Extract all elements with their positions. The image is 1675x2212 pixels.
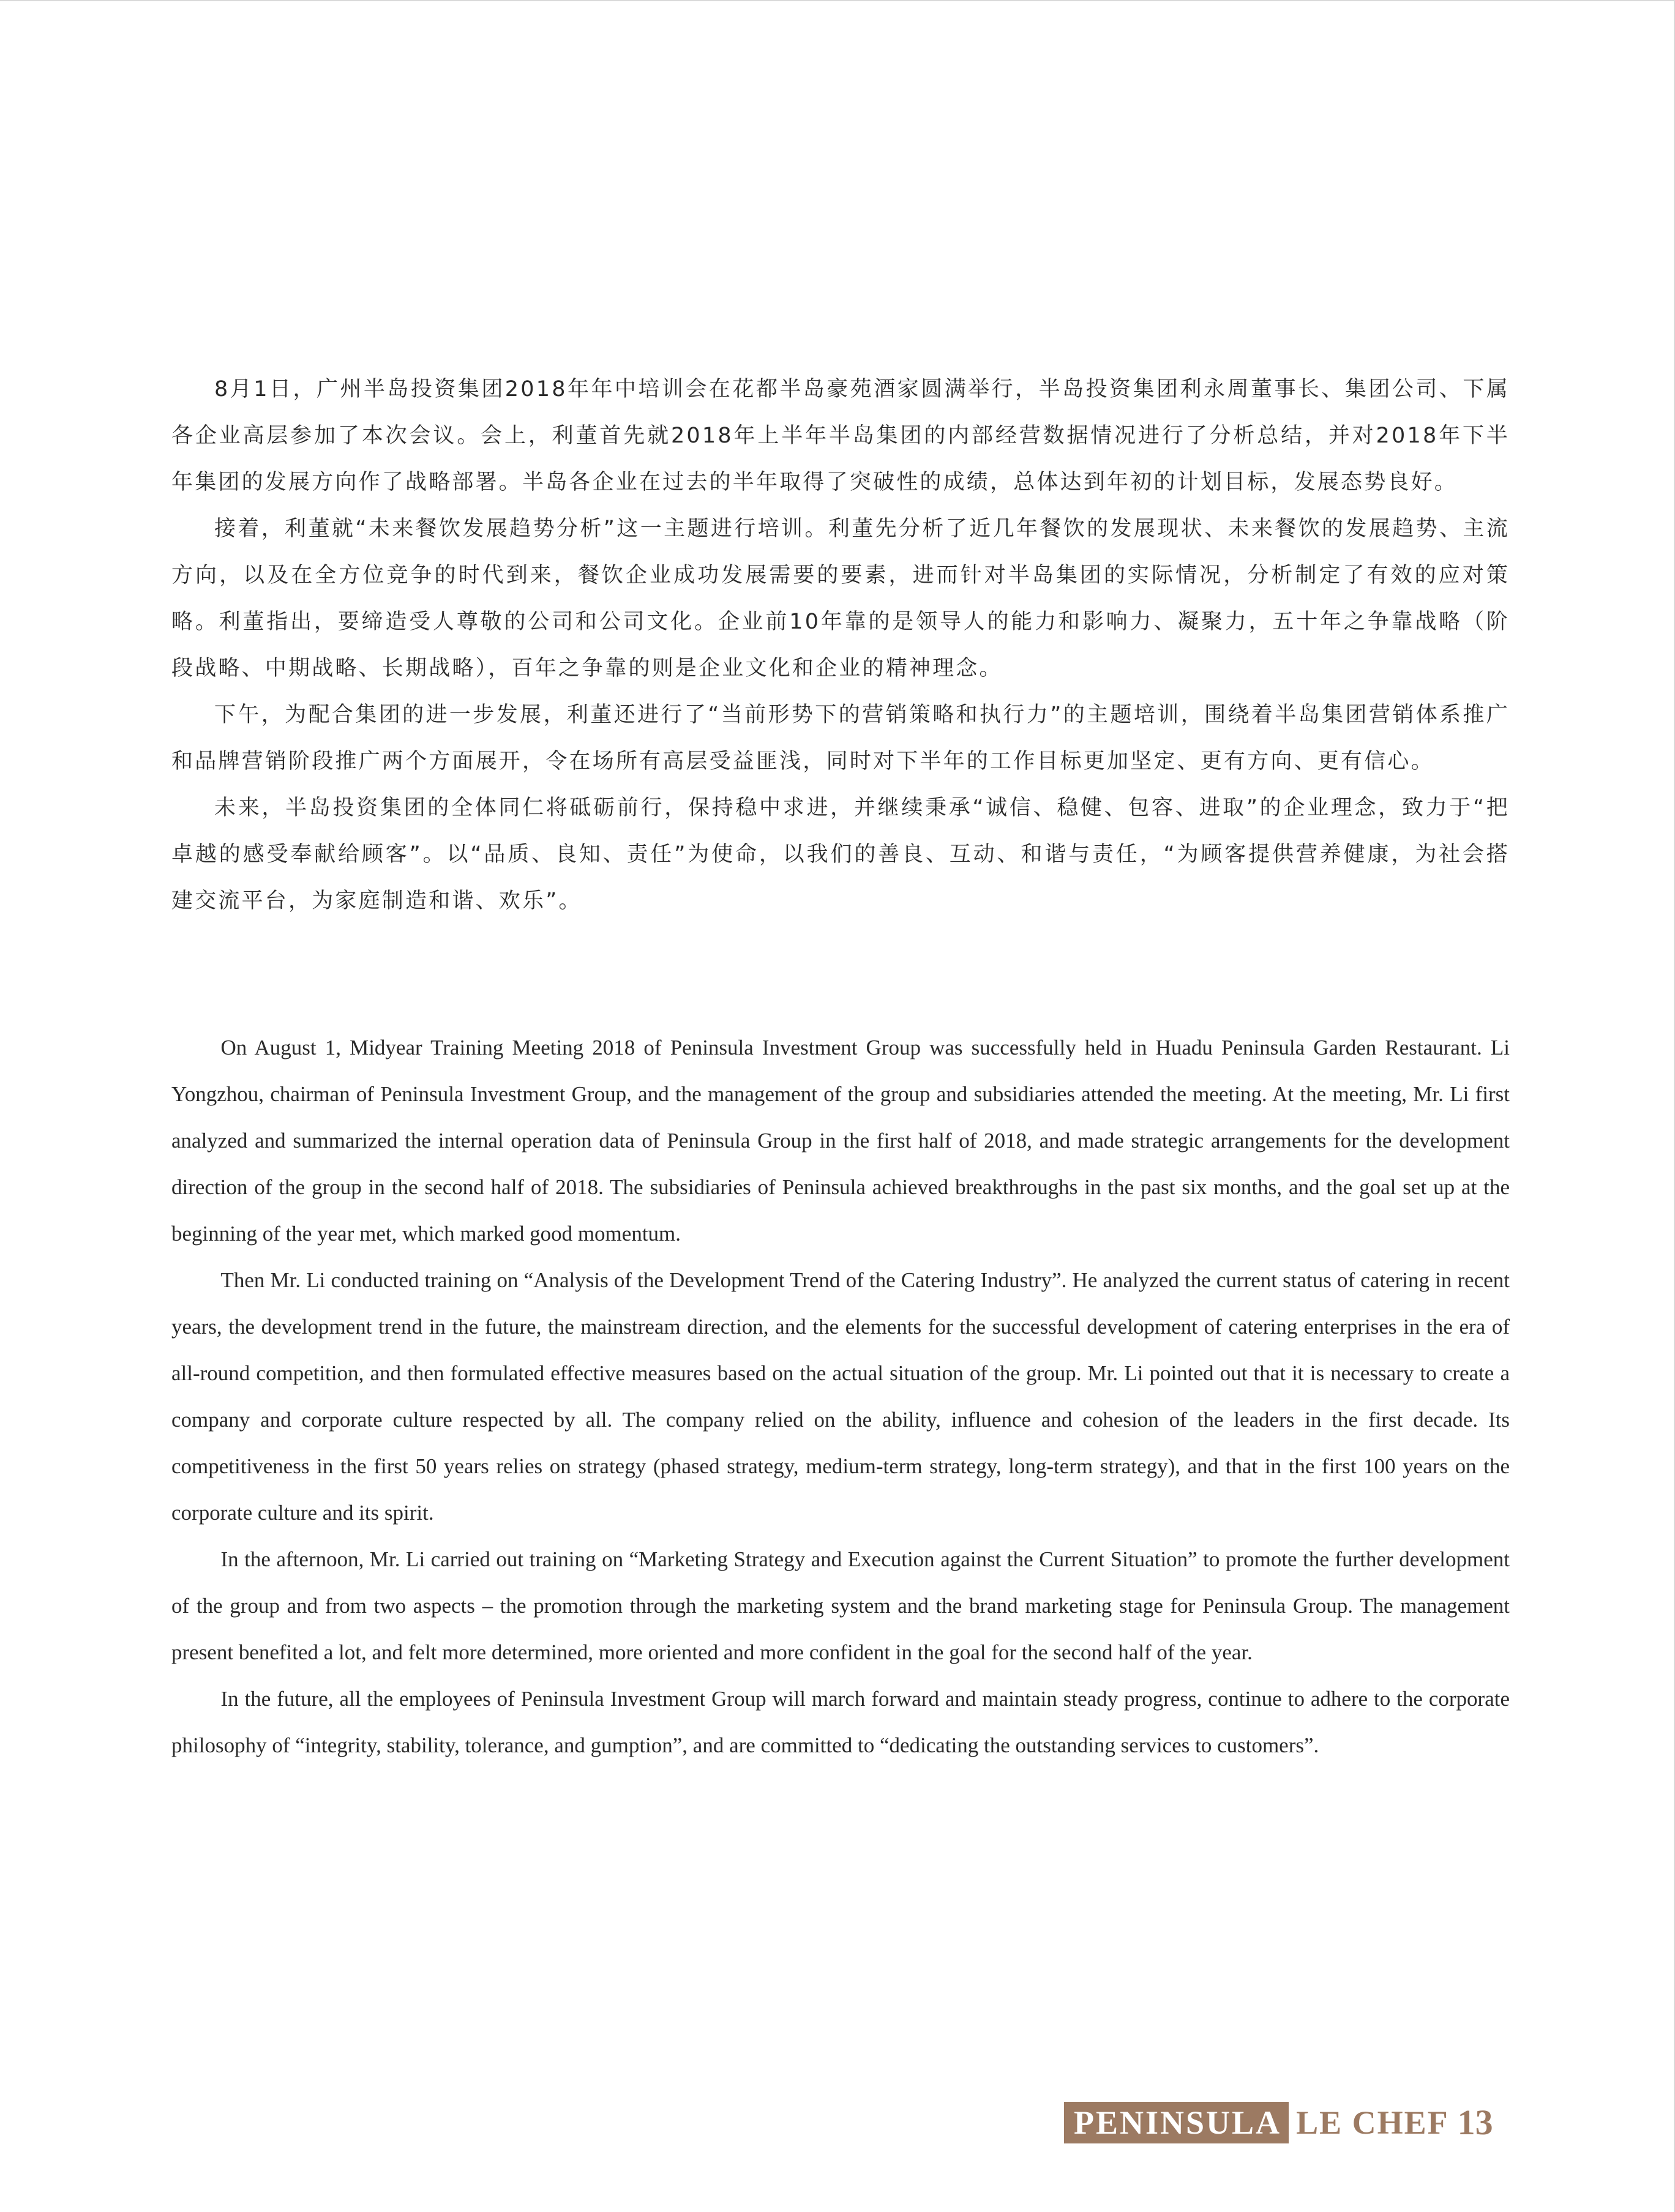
en-paragraph-2: Then Mr. Li conducted training on “Analysis of the Development Trend of the Catering Industry”. He analyzed the current status of catering in recent years, the development trend in the future, the mainstream direction, and the elements for the successful development of catering enterprises in the era of all-round competition, and then formulated effective measures based on the actual situation of the group. Mr. Li pointed out that it is necessary to create a company and corporate culture respected by all. The company relied on the ability, influence and cohesion of the leaders in the first decade. Its competitiveness in the first 50 years relies on strategy (phased strategy, medium-term strategy, long-term strategy), and that in the first 100 years on the corporate culture and its spirit. [171,1268,1510,1525]
en-paragraph-3: In the afternoon, Mr. Li carried out training on “Marketing Strategy and Execution against the Current Situation” to promote the further development of the group and from two aspects – the promotion through the marketing system and the brand marketing stage for Peninsula Group. The management present benefited a lot, and felt more determined, more oriented and more confident in the goal for the second half of the year. [171,1547,1510,1664]
page-number: 13 [1457,2102,1493,2142]
zh-paragraph-3: 下午，为配合集团的进一步发展，利董还进行了“当前形势下的营销策略和执行力”的主题培训，围绕着半岛集团营销体系推广和品牌营销阶段推广两个方面展开，令在场所有高层受益匪浅，同时对下半年的工作目标更加坚定、更有方向、更有信心。 [171,703,1510,774]
footer-brand-label: PENINSULA [1064,2102,1289,2143]
zh-paragraph-4: 未来，半岛投资集团的全体同仁将砥砺前行，保持稳中求进，并继续秉承“诚信、稳健、包容、进取”的企业理念，致力于“把卓越的感受奉献给顾客”。以“品质、良知、责任”为使命，以我们的善良、互动、和谐与责任，“为顾客提供营养健康，为社会搭建交流平台，为家庭制造和谐、欢乐”。 [171,796,1510,913]
zh-paragraph-2: 接着，利董就“未来餐饮发展趋势分析”这一主题进行培训。利董先分析了近几年餐饮的发展现状、未来餐饮的发展趋势、主流方向，以及在全方位竞争的时代到来，餐饮企业成功发展需要的要素，进而针对半岛集团的实际情况，分析制定了有效的应对策略。利董指出，要缔造受人尊敬的公司和公司文化。企业前10年靠的是领导人的能力和影响力、凝聚力，五十年之争靠战略（阶段战略、中期战略、长期战略），百年之争靠的则是企业文化和企业的精神理念。 [171,517,1510,681]
page-footer [1064,2102,1493,2143]
en-paragraph-1: On August 1, Midyear Training Meeting 2018 of Peninsula Investment Group was successfully held in Huadu Peninsula Garden Restaurant. Li Yongzhou, chairman of Peninsula Investment Group, and the management of the group and subsidiaries attended the meeting. At the meeting, Mr. Li first analyzed and summarized the internal operation data of Peninsula Group in the first half of 2018, and made strategic arrangements for the development direction of the group in the second half of 2018. The subsidiaries of Peninsula achieved breakthroughs in the past six months, and the goal set up at the beginning of the year met, which marked good momentum. [171,1036,1510,1246]
english-article [171,1025,1510,1769]
footer-magazine-name: LE CHEF [1296,2104,1449,2141]
zh-paragraph-1: 8月1日，广州半岛投资集团2018年年中培训会在花都半岛豪苑酒家圆满举行，半岛投资集团利永周董事长、集团公司、下属各企业高层参加了本次会议。会上，利董首先就2018年上半年半岛集团的内部经营数据情况进行了分析总结，并对2018年下半年集团的发展方向作了战略部署。半岛各企业在过去的半年取得了突破性的成绩，总体达到年初的计划目标，发展态势良好。 [171,377,1510,495]
chinese-article [171,366,1510,924]
en-paragraph-4: In the future, all the employees of Peninsula Investment Group will march forward and maintain steady progress, continue to adhere to the corporate philosophy of “integrity, stability, tolerance, and gumption”, and are committed to “dedicating the outstanding services to customers”. [171,1687,1510,1757]
